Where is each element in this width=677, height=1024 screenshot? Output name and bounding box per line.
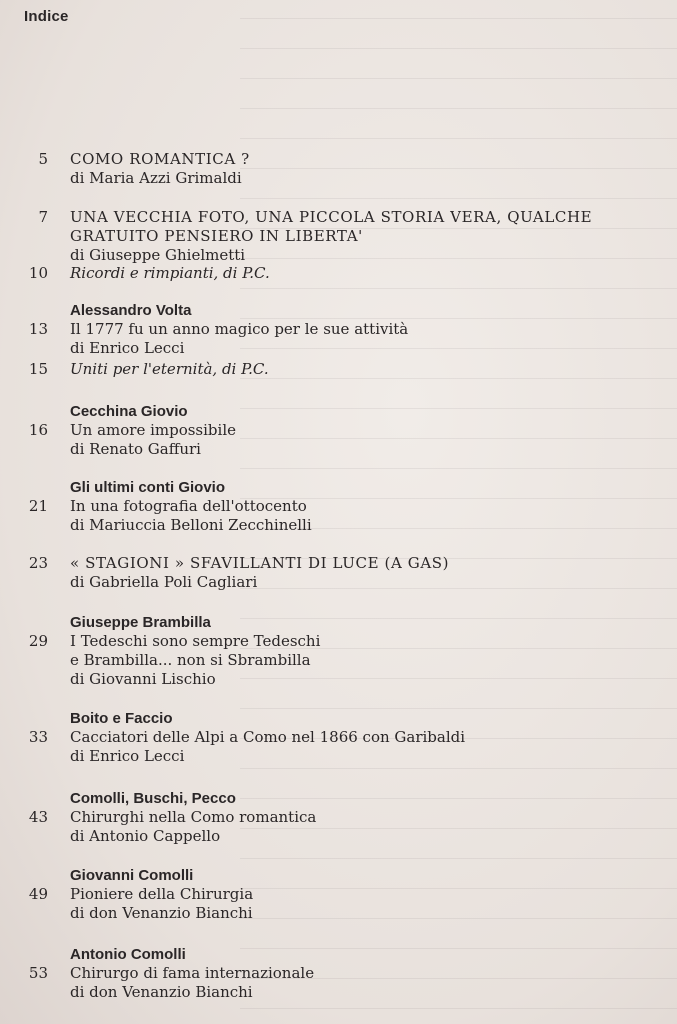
entry-author: di Enrico Lecci <box>70 747 185 765</box>
entry-title: Chirurgo di fama internazionale <box>70 964 315 982</box>
section-heading: Antonio Comolli <box>70 946 186 963</box>
entry-title: Pioniere della Chirurgia <box>70 885 254 903</box>
section-heading: Giuseppe Brambilla <box>70 614 211 631</box>
entry-title: Ricordi e rimpianti, di P.C. <box>70 264 270 282</box>
entry-author: di Mariuccia Belloni Zecchinelli <box>70 516 312 534</box>
entry-title: I Tedeschi sono sempre Tedeschi <box>70 632 321 650</box>
index-heading: Indice <box>24 8 69 25</box>
page-number: 21 <box>28 497 48 515</box>
entry-title: UNA VECCHIA FOTO, UNA PICCOLA STORIA VERA, QUALCHE <box>70 208 593 226</box>
entry-author: di Giovanni Lischio <box>70 670 216 688</box>
entry-author: di Enrico Lecci <box>70 339 185 357</box>
section-heading: Gli ultimi conti Giovio <box>70 479 226 496</box>
entry-author: di don Venanzio Bianchi <box>70 983 253 1001</box>
section-heading: Alessandro Volta <box>70 302 192 319</box>
entry-author: di Gabriella Poli Cagliari <box>70 573 258 591</box>
entry-title-cont: GRATUITO PENSIERO IN LIBERTA' <box>70 227 363 245</box>
entry-author: di Giuseppe Ghielmetti <box>70 246 246 264</box>
entry-title: Uniti per l'eternità, di P.C. <box>70 360 269 378</box>
entry-title: Cacciatori delle Alpi a Como nel 1866 con Garibaldi <box>70 728 466 746</box>
entry-author: di Maria Azzi Grimaldi <box>70 169 242 187</box>
page-number: 10 <box>28 264 48 282</box>
page-number: 29 <box>28 632 48 650</box>
page-number: 33 <box>28 728 48 746</box>
page-number: 7 <box>38 208 48 226</box>
entry-title: Il 1777 fu un anno magico per le sue attività <box>70 320 409 338</box>
section-heading: Boito e Faccio <box>70 710 173 727</box>
entry-title: COMO ROMANTICA ? <box>70 150 250 168</box>
page-number: 49 <box>28 885 48 903</box>
entry-author: di Renato Gaffuri <box>70 440 201 458</box>
entry-title: Un amore impossibile <box>70 421 237 439</box>
page-number: 53 <box>28 964 48 982</box>
section-heading: Giovanni Comolli <box>70 867 194 884</box>
entry-author: di Antonio Cappello <box>70 827 221 845</box>
section-heading: Comolli, Buschi, Pecco <box>70 790 236 807</box>
page-number: 15 <box>28 360 48 378</box>
entry-title-cont: e Brambilla... non si Sbrambilla <box>70 651 311 669</box>
page-number: 16 <box>28 421 48 439</box>
entry-title: In una fotografia dell'ottocento <box>70 497 307 515</box>
page-number: 5 <box>38 150 48 168</box>
entry-author: di don Venanzio Bianchi <box>70 904 253 922</box>
section-heading: Cecchina Giovio <box>70 403 188 420</box>
entry-title: « STAGIONI » SFAVILLANTI DI LUCE (A GAS) <box>70 554 450 572</box>
page-number: 13 <box>28 320 48 338</box>
entry-title: Chirurghi nella Como romantica <box>70 808 317 826</box>
page-number: 43 <box>28 808 48 826</box>
page-number: 23 <box>28 554 48 572</box>
